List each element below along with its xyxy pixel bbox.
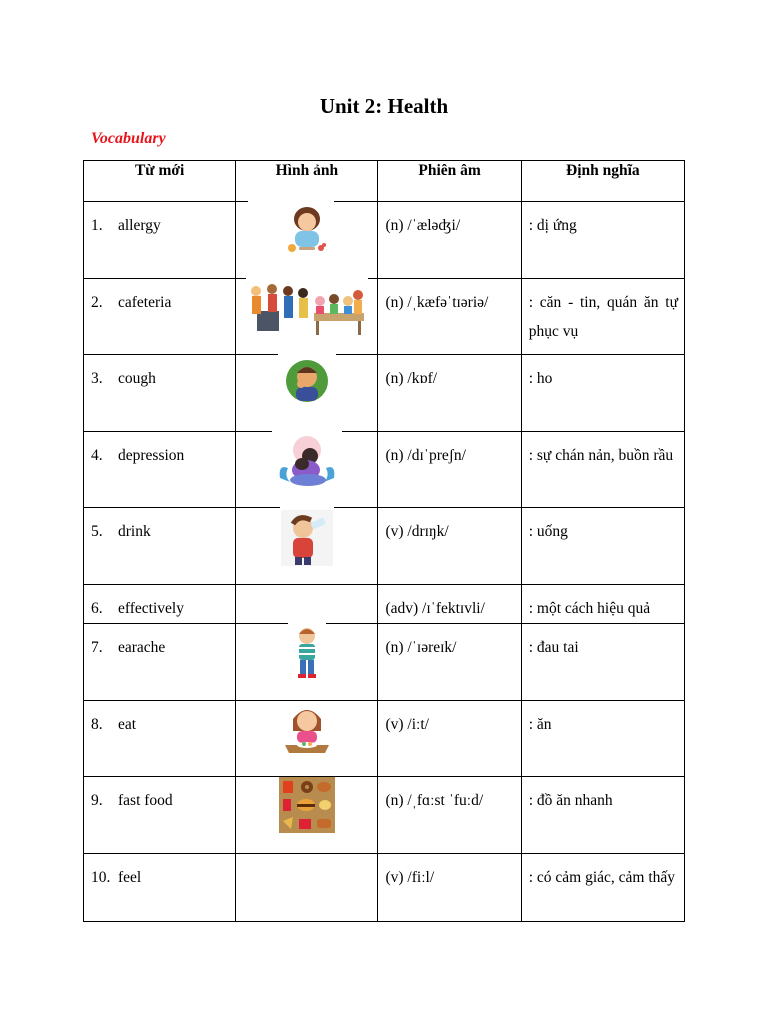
sad-girl-icon — [274, 434, 340, 490]
phonetic: (n) /ˌfɑːst ˈfuːd/ — [385, 792, 484, 809]
definition: : một cách hiệu quả — [528, 600, 651, 617]
definition: : ho — [528, 370, 553, 387]
row-number: 6. — [91, 600, 103, 617]
table-row — [84, 701, 685, 777]
fast-food-icon — [279, 777, 335, 833]
phonetic: (v) /fiːl/ — [385, 869, 435, 886]
definition: : đau tai — [528, 639, 579, 656]
table-row — [84, 202, 685, 279]
earache-boy-icon — [290, 626, 324, 684]
page-title: Unit 2: Health — [319, 94, 449, 118]
header-definition: Định nghĩa — [521, 161, 684, 202]
header-image: Hình ảnh — [236, 161, 378, 202]
row-number: 10. — [91, 869, 111, 886]
row-number: 1. — [91, 217, 103, 234]
row-number: 4. — [91, 447, 103, 464]
table-row — [84, 585, 685, 624]
row-number: 7. — [91, 639, 103, 656]
phonetic: (adv) /ɪˈfektɪvli/ — [385, 600, 485, 617]
allergy-girl-icon — [287, 204, 327, 258]
table-row — [84, 432, 685, 508]
vocab-word: drink — [118, 523, 151, 540]
vocab-word: effectively — [118, 600, 184, 617]
phonetic: (n) /dɪˈpreʃn/ — [385, 447, 466, 464]
phonetic: (n) /ˈæləʤi/ — [385, 217, 461, 234]
vocab-word: earache — [118, 639, 166, 656]
vocab-word: eat — [118, 716, 137, 733]
phonetic: (v) /iːt/ — [385, 716, 429, 733]
definition: : uống — [528, 523, 568, 540]
definition: : căn - tin, quán ăn tự phục vụ — [528, 294, 678, 340]
vocab-word: fast food — [118, 792, 173, 809]
vocab-word: depression — [118, 447, 185, 464]
eating-girl-icon — [279, 701, 335, 755]
vocab-word: allergy — [118, 217, 161, 234]
row-number: 3. — [91, 370, 103, 387]
drinking-boy-icon — [281, 510, 333, 566]
definition: : sự chán nản, buồn rầu — [528, 447, 674, 464]
table-row — [84, 624, 685, 701]
table-row — [84, 777, 685, 854]
row-number: 5. — [91, 523, 103, 540]
phonetic: (v) /drɪŋk/ — [385, 523, 449, 540]
phonetic: (n) /ˈɪəreɪk/ — [385, 639, 457, 656]
table-row — [84, 508, 685, 585]
table-row — [84, 279, 685, 355]
table-row — [84, 355, 685, 432]
section-label: Vocabulary — [91, 130, 166, 147]
cafeteria-kids-icon — [248, 281, 366, 337]
row-number: 9. — [91, 792, 103, 809]
vocab-word: cafeteria — [118, 294, 172, 311]
header-phonetic: Phiên âm — [378, 161, 521, 202]
vocabulary-table — [83, 160, 685, 922]
header-new-word: Từ mới — [84, 161, 236, 202]
definition: : dị ứng — [528, 217, 577, 234]
vocab-word: feel — [118, 869, 142, 886]
vocab-word: cough — [118, 370, 156, 387]
table-row — [84, 854, 685, 922]
phonetic: (n) /kɒf/ — [385, 370, 438, 387]
coughing-boy-icon — [284, 357, 330, 405]
definition: : có cảm giác, cảm thấy — [528, 869, 676, 886]
definition: : đồ ăn nhanh — [528, 792, 613, 809]
definition: : ăn — [528, 716, 552, 733]
phonetic: (n) /ˌkæfəˈtɪəriə/ — [385, 294, 489, 311]
row-number: 8. — [91, 716, 103, 733]
row-number: 2. — [91, 294, 103, 311]
table-header-row — [84, 161, 685, 202]
